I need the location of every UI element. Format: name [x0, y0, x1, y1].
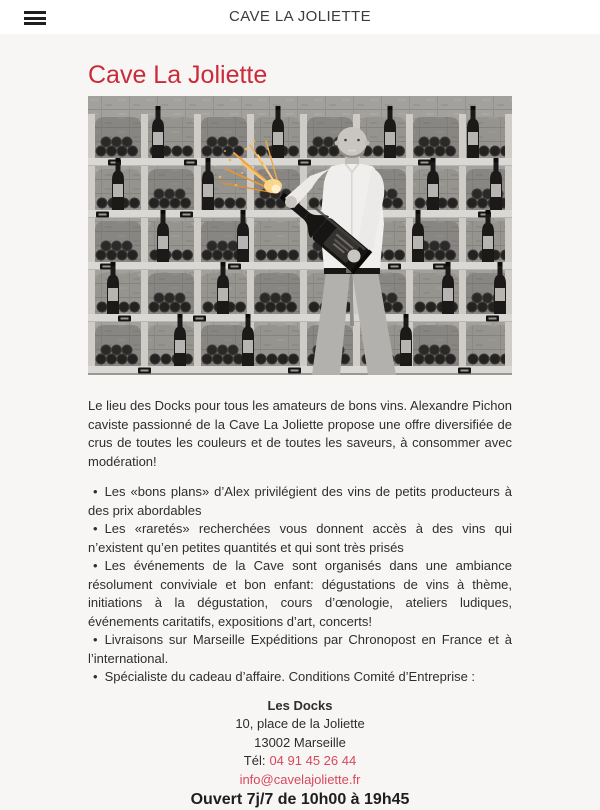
email-line	[88, 771, 512, 790]
feature-item: • Les «raretés» recherchées vous donnent accès à des vins qui n’existent qu’en petites quantités et qui sont très prisés	[88, 520, 512, 557]
feature-item: • Spécialiste du cadeau d’affaire. Conditions Comité d’Entreprise :	[88, 668, 512, 687]
intro-paragraph: Le lieu des Docks pour tous les amateurs de bons vins. Alexandre Pichon caviste passionné de la Cave La Joliette propose une offre diversifiée de crus de toutes les couleurs et de toutes les saveurs, à consommer avec modération!	[88, 398, 512, 469]
phone-link[interactable]: 04 91 45 26 44	[269, 753, 357, 768]
hamburger-menu-icon[interactable]	[24, 11, 46, 25]
top-bar	[0, 0, 600, 34]
cellar-photo	[88, 96, 512, 375]
email-link[interactable]: info@cavelajoliette.fr	[239, 771, 361, 787]
cellar-photo-graphic	[88, 96, 512, 375]
opening-hours: Ouvert 7j/7 de 10h00 à 19h45	[190, 791, 410, 808]
feature-item: • Livraisons sur Marseille Expéditions par Chronopost en France et à l’international.	[88, 631, 512, 668]
site-title: CAVE LA JOLIETTE	[228, 8, 371, 25]
feature-item: • Les événements de la Cave sont organisés dans une ambiance résolument conviviale et bon enfant: dégustations de vins à thème, initiations à la dégustation, cours d’œnologie, ateliers ludiques, événements caritatifs, expositions d’art, concerts!	[88, 557, 512, 631]
contact-block	[88, 697, 512, 810]
main-content	[88, 61, 512, 810]
address-line-1: 10, place de la Joliette	[235, 716, 365, 731]
address-line-2: 13002 Marseille	[254, 734, 346, 750]
phone-line	[88, 752, 512, 771]
feature-list	[88, 483, 512, 687]
phone-label: Tél:	[243, 753, 266, 768]
venue-name: Les Docks	[267, 697, 333, 713]
page-title: Cave La Joliette	[88, 61, 268, 89]
wine-rack	[88, 106, 512, 375]
feature-item: • Les «bons plans» d’Alex privilégient des vins de petits producteurs à des prix abordables	[88, 483, 512, 520]
